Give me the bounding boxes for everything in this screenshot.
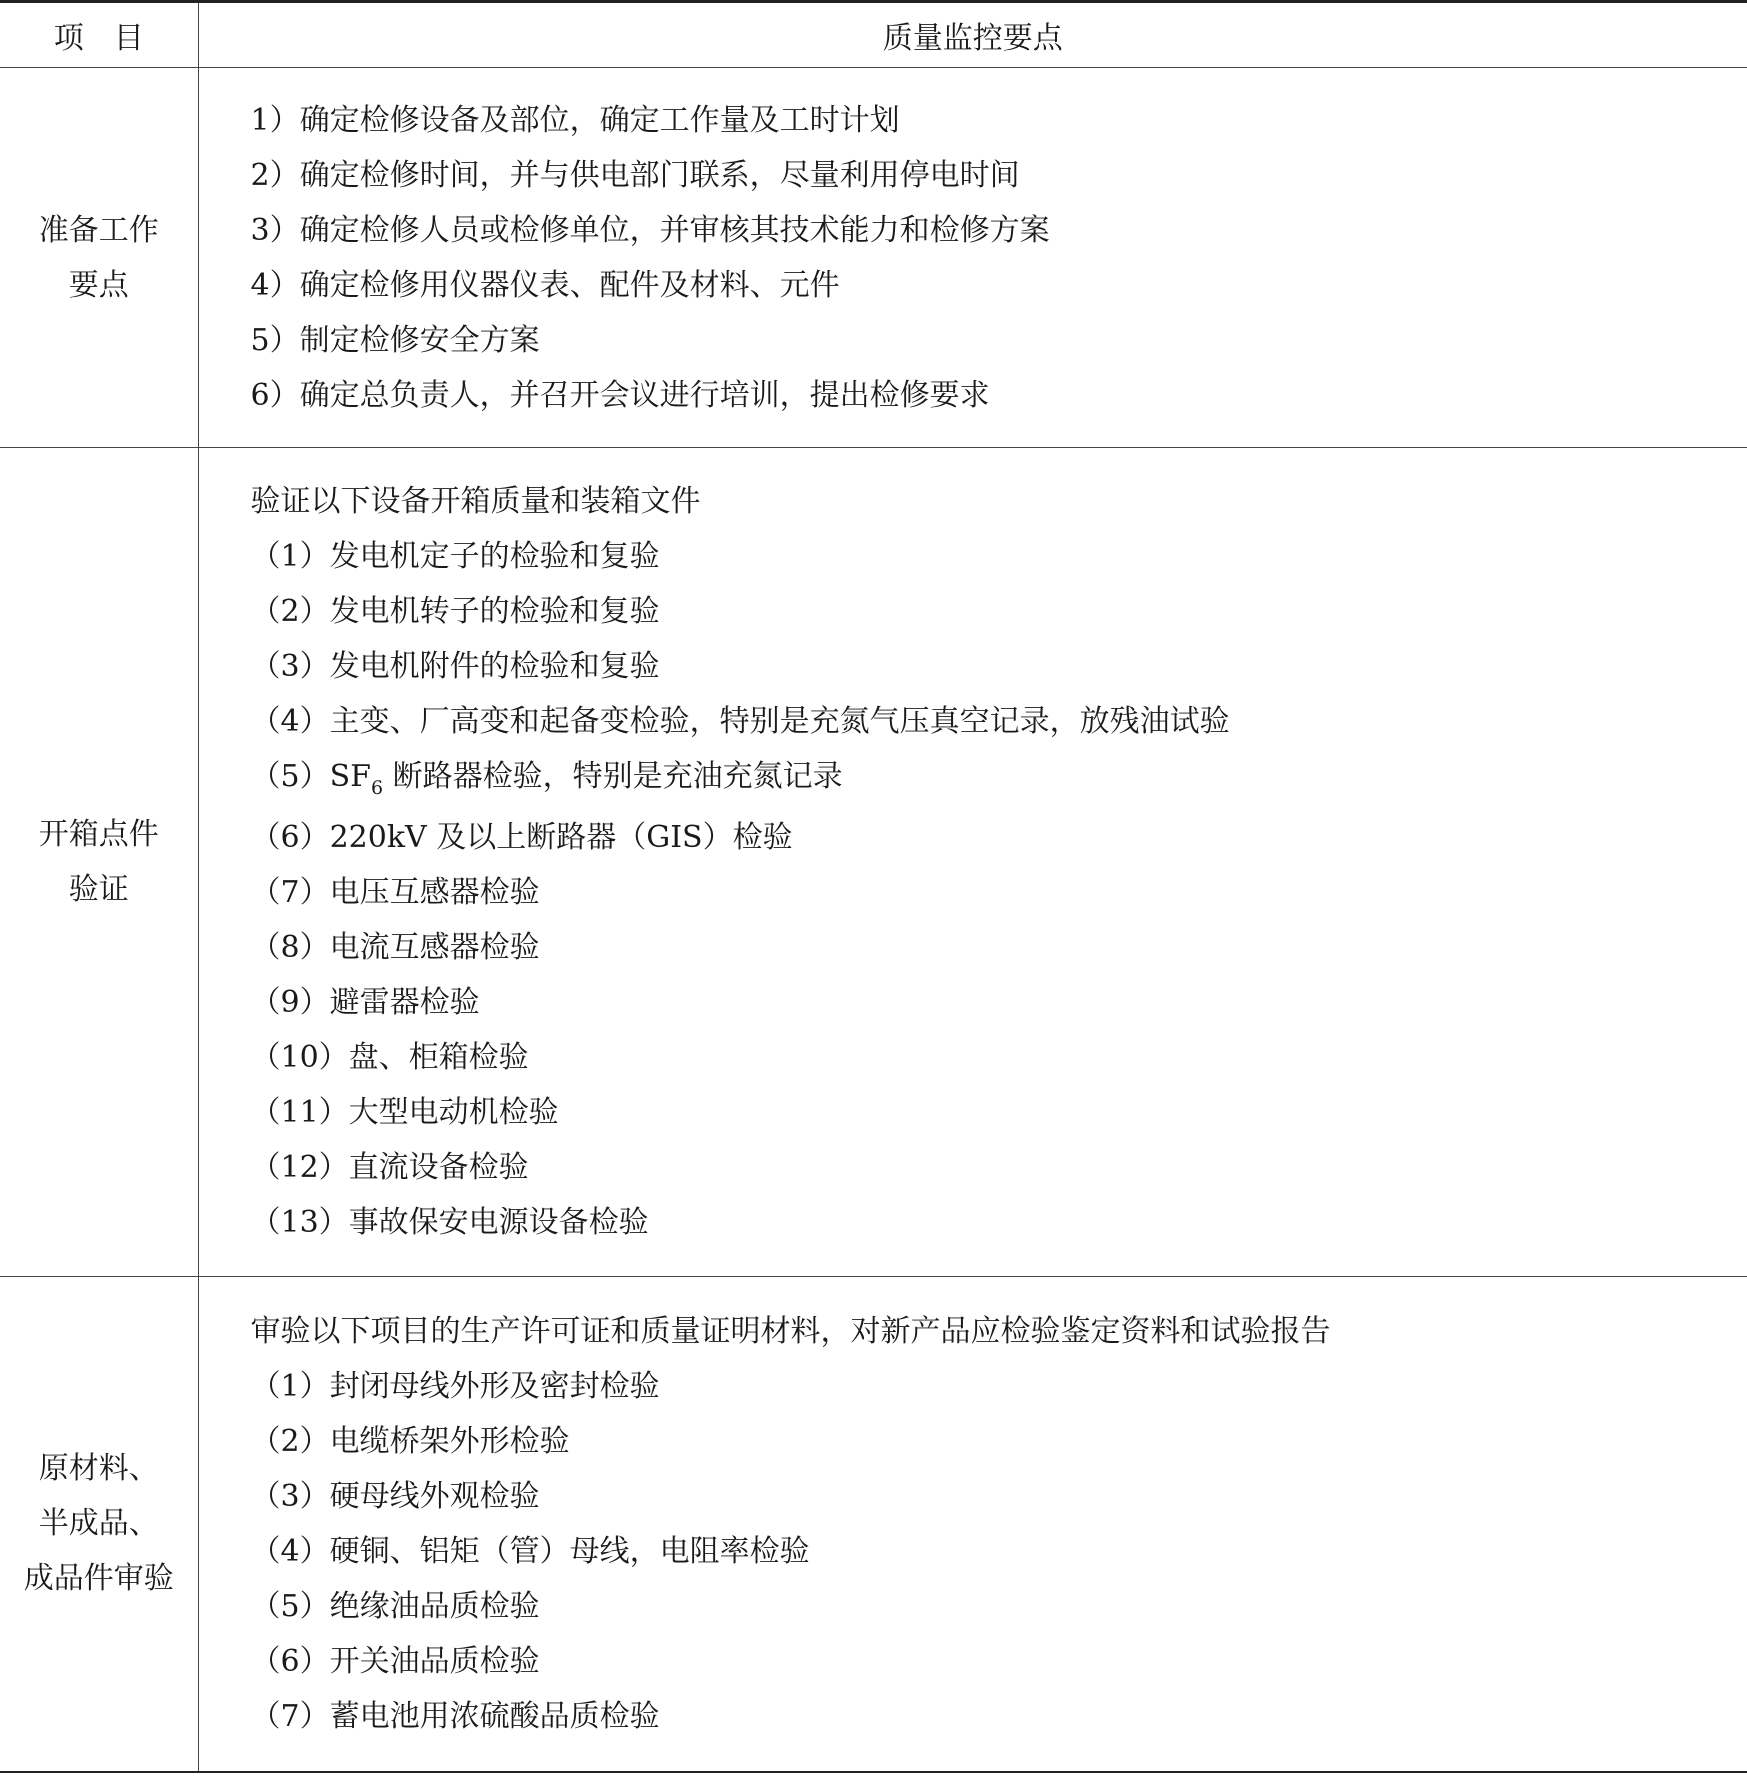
item-label-line: 准备工作 [38, 212, 159, 248]
point-line: （3）发电机附件的检验和复验 [250, 649, 660, 684]
point-line: 6）确定总负责人，并召开会议进行培训，提出检修要求 [250, 377, 990, 413]
header-row [0, 2, 1747, 68]
point-line: （1）发电机定子的检验和复验 [250, 539, 660, 574]
point-line: （7）蓄电池用浓硫酸品质检验 [250, 1698, 660, 1734]
point-line: （3）硬母线外观检验 [250, 1478, 540, 1514]
item-cell [0, 448, 198, 1277]
point-line: （4）主变、厂高变和起备变检验，特别是充氮气压真空记录，放残油试验 [250, 704, 1230, 739]
point-intro-line: 验证以下设备开箱质量和装箱文件 [250, 484, 701, 519]
point-line: （2）电缆桥架外形检验 [250, 1423, 570, 1459]
point-line: （2）发电机转子的检验和复验 [250, 594, 660, 629]
point-intro-line: 审验以下项目的生产许可证和质量证明材料，对新产品应检验鉴定资料和试验报告 [250, 1313, 1331, 1349]
point-line: （7）电压互感器检验 [250, 875, 540, 910]
point-line: （1）封闭母线外形及密封检验 [250, 1368, 660, 1404]
item-cell [0, 68, 198, 448]
point-line: 3）确定检修人员或检修单位，并审核其技术能力和检修方案 [250, 212, 1050, 248]
points-cell [198, 448, 1747, 1277]
point-line: （4）硬铜、铝矩（管）母线，电阻率检验 [250, 1533, 810, 1569]
point-line: （6）220kV 及以上断路器（GIS）检验 [250, 820, 793, 855]
point-sf6-subscript: 6 [370, 777, 384, 799]
point-line: （11）大型电动机检验 [250, 1095, 559, 1130]
point-line: （13）事故保安电源设备检验 [250, 1205, 649, 1240]
point-line: （6）开关油品质检验 [250, 1643, 540, 1679]
table-row-unboxing [0, 448, 1747, 1277]
point-line: （12）直流设备检验 [250, 1150, 529, 1185]
point-line: 1）确定检修设备及部位，确定工作量及工时计划 [250, 102, 900, 138]
item-label-line: 要点 [68, 267, 129, 303]
point-sf6-tail: 断路器检验，特别是充油充氮记录 [383, 759, 843, 794]
point-line-sf6 [251, 749, 1728, 804]
item-label-line: 成品件审验 [23, 1561, 174, 1597]
table-header [0, 2, 1747, 68]
point-line: 5）制定检修安全方案 [250, 322, 540, 358]
item-cell [0, 1277, 198, 1772]
point-line: 4）确定检修用仪器仪表、配件及材料、元件 [250, 267, 840, 303]
table-row-materials [0, 1277, 1747, 1772]
table-row-preparation [0, 68, 1747, 448]
item-label-line: 原材料、 [38, 1451, 159, 1487]
header-item: 项 目 [0, 2, 198, 68]
point-line: 2）确定检修时间，并与供电部门联系，尽量利用停电时间 [250, 157, 1020, 193]
point-sf6-prefix: （5）SF [250, 759, 371, 794]
item-label-line: 半成品、 [38, 1506, 159, 1542]
point-line: （8）电流互感器检验 [250, 930, 540, 965]
point-line: （10）盘、柜箱检验 [250, 1040, 529, 1075]
item-label-line: 开箱点件 [38, 817, 159, 852]
points-cell [198, 1277, 1747, 1772]
point-line: （9）避雷器检验 [250, 985, 480, 1020]
points-cell [198, 68, 1747, 448]
item-label-line: 验证 [68, 872, 129, 907]
header-quality-points: 质量监控要点 [198, 2, 1747, 68]
point-line: （5）绝缘油品质检验 [250, 1588, 540, 1624]
